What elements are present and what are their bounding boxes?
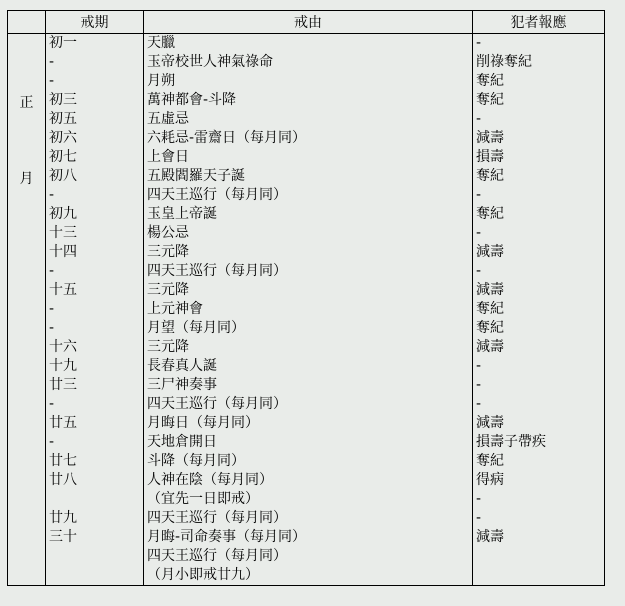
reason-cell: 月晦-司命奏事（每月同） xyxy=(144,528,473,547)
table-row xyxy=(8,300,605,319)
table-row xyxy=(8,376,605,395)
reason-cell: 四天王巡行（每月同） xyxy=(144,262,473,281)
day-cell: 初六 xyxy=(46,129,144,148)
penalty-cell: 損壽 xyxy=(473,148,605,167)
table-row xyxy=(8,110,605,129)
table-row xyxy=(8,167,605,186)
table-row xyxy=(8,490,605,509)
reason-cell: 四天王巡行（每月同） xyxy=(144,395,473,414)
penalty-cell: 減壽 xyxy=(473,414,605,433)
day-cell: 初五 xyxy=(46,110,144,129)
day-cell: - xyxy=(46,53,144,72)
reason-cell: 天臘 xyxy=(144,34,473,54)
day-cell xyxy=(46,547,144,566)
table-row xyxy=(8,262,605,281)
penalty-cell: - xyxy=(473,509,605,528)
penalty-cell xyxy=(473,547,605,566)
precept-table xyxy=(7,10,605,586)
header-day: 戒期 xyxy=(46,11,144,34)
month-char: 月 xyxy=(19,171,34,187)
day-cell: - xyxy=(46,395,144,414)
day-cell: 廿七 xyxy=(46,452,144,471)
day-cell: 廿五 xyxy=(46,414,144,433)
penalty-cell: 奪紀 xyxy=(473,205,605,224)
table-row xyxy=(8,395,605,414)
header-penalty: 犯者報應 xyxy=(473,11,605,34)
penalty-cell: - xyxy=(473,186,605,205)
reason-cell: （宜先一日即戒） xyxy=(144,490,473,509)
penalty-cell: - xyxy=(473,262,605,281)
penalty-cell: 減壽 xyxy=(473,129,605,148)
day-cell: 初七 xyxy=(46,148,144,167)
table-row xyxy=(8,72,605,91)
day-cell: - xyxy=(46,186,144,205)
table-row xyxy=(8,414,605,433)
day-cell: 十六 xyxy=(46,338,144,357)
table-row xyxy=(8,547,605,566)
table-row xyxy=(8,186,605,205)
table-row xyxy=(8,338,605,357)
reason-cell: 月朔 xyxy=(144,72,473,91)
penalty-cell: - xyxy=(473,376,605,395)
table-row xyxy=(8,34,605,54)
reason-cell: 玉皇上帝誕 xyxy=(144,205,473,224)
reason-cell: 三元降 xyxy=(144,281,473,300)
day-cell: 十九 xyxy=(46,357,144,376)
penalty-cell: - xyxy=(473,395,605,414)
day-cell: 廿八 xyxy=(46,471,144,490)
day-cell: 初一 xyxy=(46,34,144,54)
day-cell: 十五 xyxy=(46,281,144,300)
month-cell xyxy=(8,34,46,586)
reason-cell: 上元神會 xyxy=(144,300,473,319)
reason-cell: 斗降（每月同） xyxy=(144,452,473,471)
reason-cell: 楊公忌 xyxy=(144,224,473,243)
reason-cell: 萬神都會-斗降 xyxy=(144,91,473,110)
table-row xyxy=(8,357,605,376)
penalty-cell: 損壽子帶疾 xyxy=(473,433,605,452)
penalty-cell xyxy=(473,566,605,586)
day-cell: - xyxy=(46,300,144,319)
reason-cell: 六耗忌-雷齋日（每月同） xyxy=(144,129,473,148)
reason-cell: （月小即戒廿九） xyxy=(144,566,473,586)
penalty-cell: 奪紀 xyxy=(473,452,605,471)
penalty-cell: 奪紀 xyxy=(473,319,605,338)
table-row xyxy=(8,224,605,243)
penalty-cell: 奪紀 xyxy=(473,91,605,110)
penalty-cell: 削祿奪紀 xyxy=(473,53,605,72)
reason-cell: 三元降 xyxy=(144,243,473,262)
month-char: 正 xyxy=(19,95,34,111)
reason-cell: 天地倉開日 xyxy=(144,433,473,452)
reason-cell: 三元降 xyxy=(144,338,473,357)
reason-cell: 四天王巡行（每月同） xyxy=(144,547,473,566)
table-row xyxy=(8,471,605,490)
header-month xyxy=(8,11,46,34)
reason-cell: 四天王巡行（每月同） xyxy=(144,509,473,528)
day-cell: 三十 xyxy=(46,528,144,547)
table-row xyxy=(8,452,605,471)
reason-cell: 長春真人誕 xyxy=(144,357,473,376)
penalty-cell: 得病 xyxy=(473,471,605,490)
day-cell: 初九 xyxy=(46,205,144,224)
penalty-cell: 減壽 xyxy=(473,528,605,547)
day-cell xyxy=(46,490,144,509)
day-cell: 初三 xyxy=(46,91,144,110)
header-row xyxy=(8,11,605,34)
table-row xyxy=(8,205,605,224)
table-row xyxy=(8,129,605,148)
reason-cell: 五殿閻羅天子誕 xyxy=(144,167,473,186)
day-cell: 廿三 xyxy=(46,376,144,395)
day-cell: 初八 xyxy=(46,167,144,186)
penalty-cell: 奪紀 xyxy=(473,72,605,91)
table-row xyxy=(8,53,605,72)
table-row xyxy=(8,243,605,262)
day-cell: - xyxy=(46,319,144,338)
day-cell: 十三 xyxy=(46,224,144,243)
table-row xyxy=(8,509,605,528)
table-row xyxy=(8,528,605,547)
day-cell: - xyxy=(46,262,144,281)
penalty-cell: 奪紀 xyxy=(473,167,605,186)
reason-cell: 四天王巡行（每月同） xyxy=(144,186,473,205)
penalty-cell: 減壽 xyxy=(473,281,605,300)
reason-cell: 人神在陰（每月同） xyxy=(144,471,473,490)
day-cell: 十四 xyxy=(46,243,144,262)
penalty-cell: - xyxy=(473,110,605,129)
reason-cell: 玉帝校世人神氣祿命 xyxy=(144,53,473,72)
table-row xyxy=(8,433,605,452)
penalty-cell: 減壽 xyxy=(473,243,605,262)
penalty-cell: - xyxy=(473,34,605,54)
reason-cell: 三尸神奏事 xyxy=(144,376,473,395)
penalty-cell: - xyxy=(473,224,605,243)
day-cell: 廿九 xyxy=(46,509,144,528)
reason-cell: 五虛忌 xyxy=(144,110,473,129)
table-row xyxy=(8,566,605,586)
table-row xyxy=(8,148,605,167)
penalty-cell: 減壽 xyxy=(473,338,605,357)
reason-cell: 上會日 xyxy=(144,148,473,167)
table-row xyxy=(8,91,605,110)
table-row xyxy=(8,281,605,300)
penalty-cell: - xyxy=(473,357,605,376)
reason-cell: 月晦日（每月同） xyxy=(144,414,473,433)
day-cell: - xyxy=(46,72,144,91)
day-cell xyxy=(46,566,144,586)
penalty-cell: - xyxy=(473,490,605,509)
reason-cell: 月望（每月同） xyxy=(144,319,473,338)
table-row xyxy=(8,319,605,338)
header-reason: 戒由 xyxy=(144,11,473,34)
day-cell: - xyxy=(46,433,144,452)
penalty-cell: 奪紀 xyxy=(473,300,605,319)
